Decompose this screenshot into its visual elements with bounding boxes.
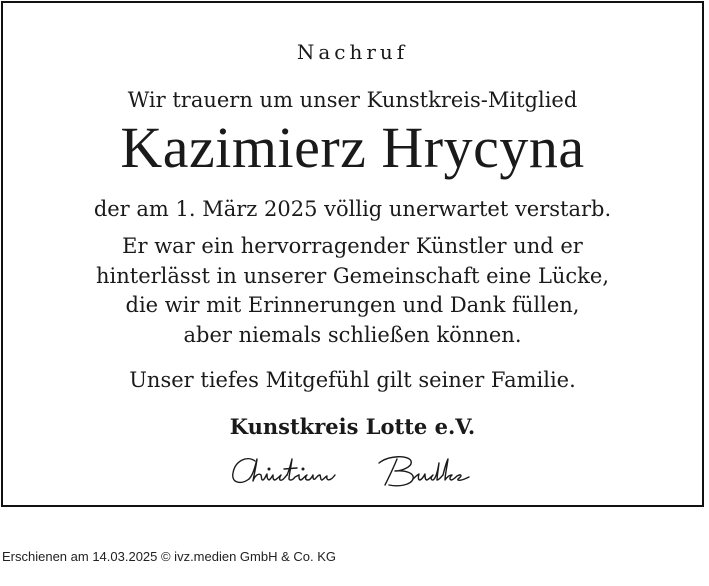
tribute-text [3, 232, 702, 350]
date-line: der am 1. März 2025 völlig unerwartet verstarb. [93, 197, 612, 221]
tribute-line: Er war ein hervorragender Künstler und er [122, 234, 583, 258]
intro-text: Wir trauern um unser Kunstkreis-Mitglied [127, 88, 578, 112]
publication-footer: Erschienen am 14.03.2025 © ivz.medien GmbH & Co. KG [2, 549, 337, 564]
deceased-name: Kazimierz Hrycyna [120, 115, 585, 180]
obituary-notice [1, 1, 704, 507]
signature-drawing [229, 449, 487, 491]
notice-heading: Nachruf [296, 40, 409, 64]
handwritten-signature [229, 449, 487, 491]
tribute-line: die wir mit Erinnerungen und Dank füllen, [125, 293, 580, 317]
condolence-text: Unser tiefes Mitgefühl gilt seiner Familie. [129, 368, 576, 392]
tribute-line: aber niemals schließen können. [183, 322, 522, 347]
tribute-line: hinterlässt in unserer Gemeinschaft eine Lücke, [95, 263, 609, 288]
organization-name: Kunstkreis Lotte e.V. [229, 414, 476, 439]
